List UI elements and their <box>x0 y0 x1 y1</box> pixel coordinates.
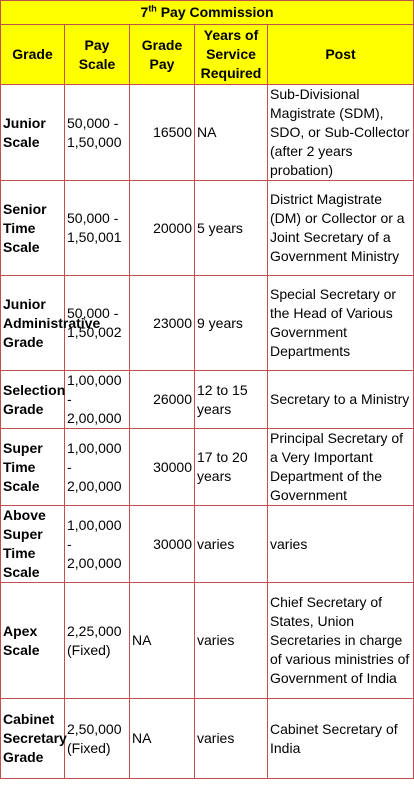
cell-grade: Junior Administrative Grade <box>1 276 65 371</box>
cell-grade-pay: 16500 <box>130 85 195 181</box>
cell-post: District Magistrate (DM) or Collector or a Joint Secretary of a Government Ministry <box>268 181 414 276</box>
cell-pay-scale: 1,00,000 - 2,00,000 <box>65 429 130 506</box>
cell-grade: Cabinet Secretary Grade <box>1 699 65 779</box>
title-row <box>1 1 414 25</box>
cell-years: 5 years <box>195 181 268 276</box>
table-row <box>1 85 414 181</box>
table-row <box>1 371 414 429</box>
cell-post: Chief Secretary of States, Union Secretaries in charge of various ministries of Government of India <box>268 583 414 699</box>
cell-grade: Senior Time Scale <box>1 181 65 276</box>
header-row <box>1 25 414 85</box>
table-row <box>1 276 414 371</box>
table-row <box>1 583 414 699</box>
cell-grade-pay: NA <box>130 699 195 779</box>
cell-grade-pay: NA <box>130 583 195 699</box>
cell-years: varies <box>195 506 268 583</box>
cell-grade: Super Time Scale <box>1 429 65 506</box>
cell-grade-pay: 30000 <box>130 429 195 506</box>
cell-pay-scale: 50,000 - 1,50,002 <box>65 276 130 371</box>
cell-grade-pay: 30000 <box>130 506 195 583</box>
cell-pay-scale: 2,50,000 (Fixed) <box>65 699 130 779</box>
cell-grade: Above Super Time Scale <box>1 506 65 583</box>
table-row <box>1 506 414 583</box>
cell-grade-pay: 26000 <box>130 371 195 429</box>
cell-pay-scale: 50,000 - 1,50,001 <box>65 181 130 276</box>
table-row <box>1 429 414 506</box>
cell-post: Principal Secretary of a Very Important Department of the Government <box>268 429 414 506</box>
cell-pay-scale: 1,00,000 - 2,00,000 <box>65 506 130 583</box>
header-pay-scale: Pay Scale <box>65 25 130 85</box>
cell-years: 12 to 15 years <box>195 371 268 429</box>
cell-years: varies <box>195 583 268 699</box>
cell-pay-scale: 50,000 - 1,50,000 <box>65 85 130 181</box>
cell-post: Special Secretary or the Head of Various Government Departments <box>268 276 414 371</box>
header-years: Years of Service Required <box>195 25 268 85</box>
cell-grade: Apex Scale <box>1 583 65 699</box>
cell-grade: Selection Grade <box>1 371 65 429</box>
cell-years: 9 years <box>195 276 268 371</box>
table-row <box>1 699 414 779</box>
cell-grade: Junior Scale <box>1 85 65 181</box>
cell-grade-pay: 20000 <box>130 181 195 276</box>
header-grade-pay: Grade Pay <box>130 25 195 85</box>
cell-post: Sub-Divisional Magistrate (SDM), SDO, or Sub-Collector (after 2 years probation) <box>268 85 414 181</box>
cell-post: varies <box>268 506 414 583</box>
cell-grade-pay: 23000 <box>130 276 195 371</box>
cell-years: varies <box>195 699 268 779</box>
cell-pay-scale: 2,25,000 (Fixed) <box>65 583 130 699</box>
table-title: 7th Pay Commission <box>1 1 414 25</box>
cell-pay-scale: 1,00,000 - 2,00,000 <box>65 371 130 429</box>
cell-years: NA <box>195 85 268 181</box>
table-row <box>1 181 414 276</box>
cell-post: Secretary to a Ministry <box>268 371 414 429</box>
cell-years: 17 to 20 years <box>195 429 268 506</box>
header-grade: Grade <box>1 25 65 85</box>
header-post: Post <box>268 25 414 85</box>
cell-post: Cabinet Secretary of India <box>268 699 414 779</box>
